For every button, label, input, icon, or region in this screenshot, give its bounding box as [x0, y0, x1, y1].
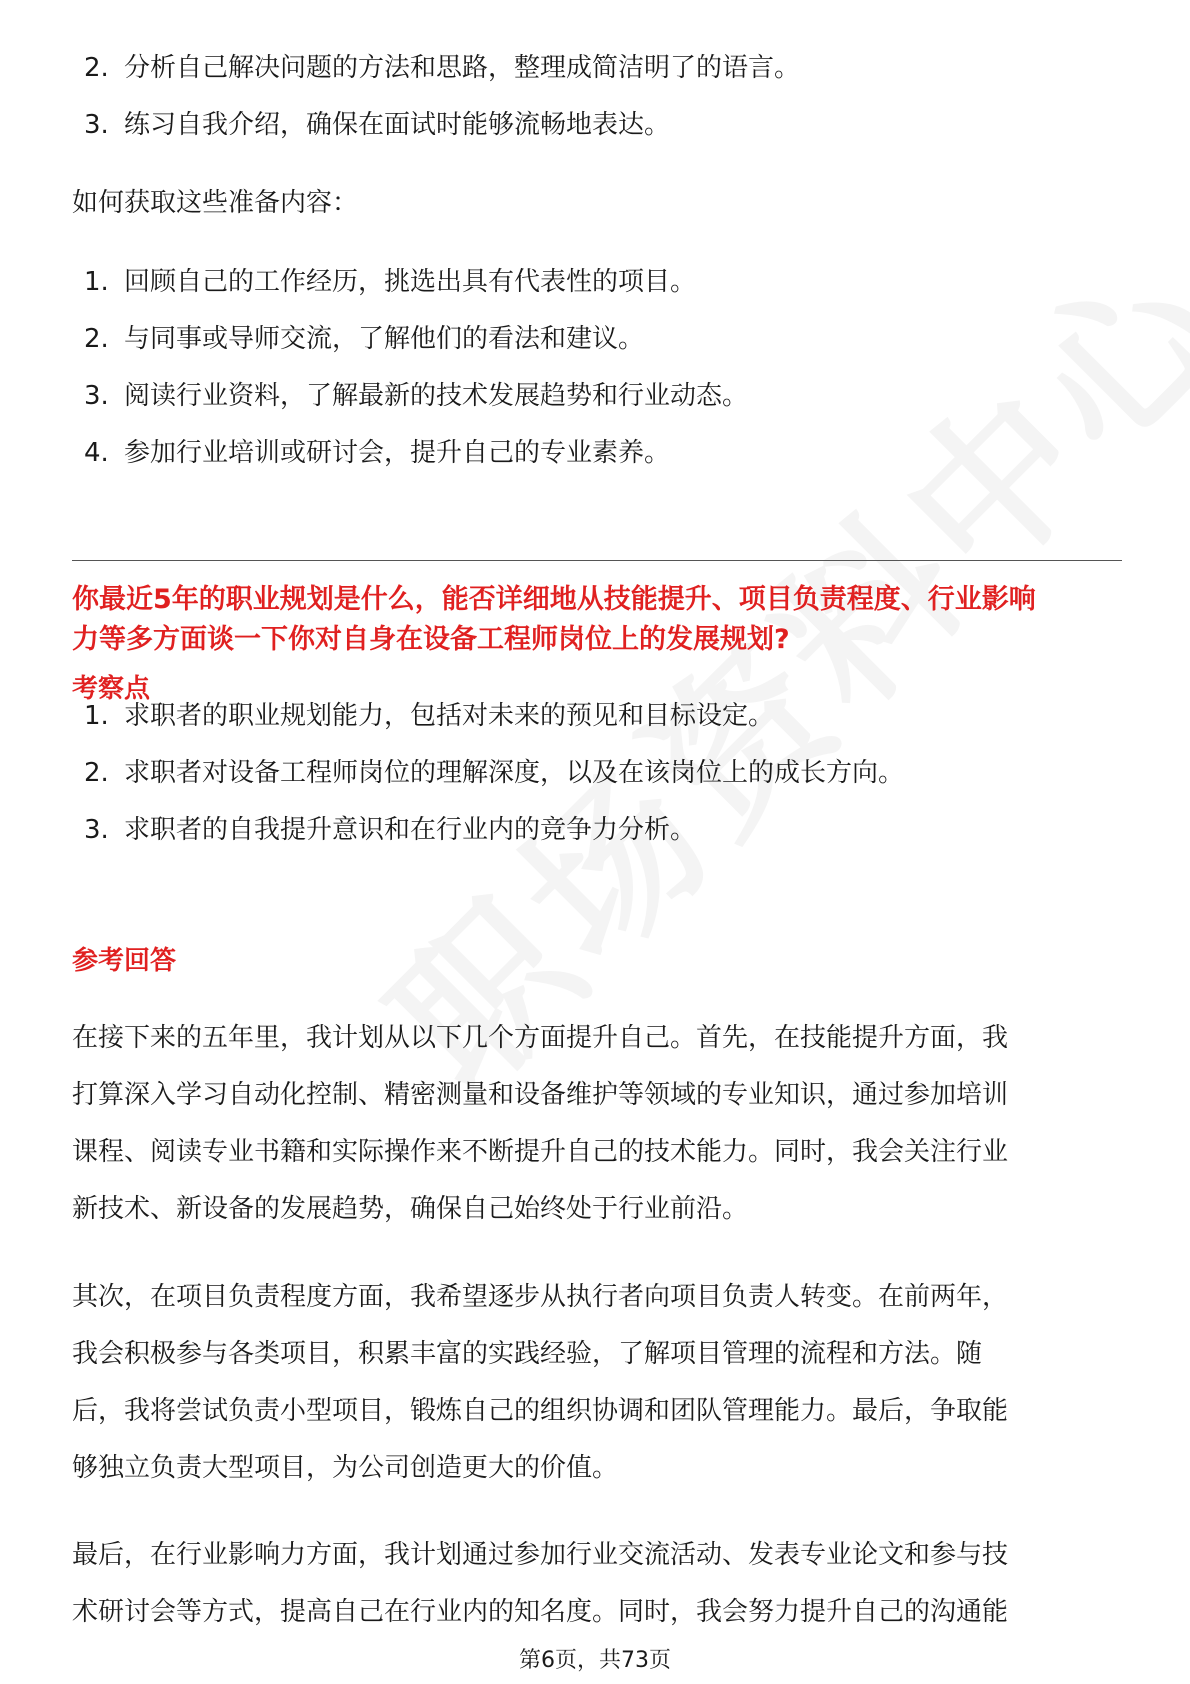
paragraph-line: 课程、阅读专业书籍和实际操作来不断提升自己的技术能力。同时，我会关注行业: [72, 1137, 1009, 1167]
exam-points-title: 考察点: [72, 674, 151, 704]
list-text: 求职者的自我提升意识和在行业内的竞争力分析。: [124, 815, 697, 845]
list-text: 与同事或导师交流，了解他们的看法和建议。: [124, 324, 645, 354]
page-number-footer: 第6页，共73页: [519, 1648, 671, 1673]
question-line: 力等多方面谈一下你对自身在设备工程师岗位上的发展规划?: [72, 624, 790, 655]
list-text: 分析自己解决问题的方法和思路，整理成简洁明了的语言。: [124, 53, 801, 83]
list-number: 2.: [84, 53, 109, 83]
answer-paragraph-skills: [72, 1010, 1120, 1238]
question-line: 你最近5年的职业规划是什么，能否详细地从技能提升、项目负责程度、行业影响: [72, 584, 1036, 615]
list-number: 1.: [84, 267, 109, 297]
paragraph-line: 新技术、新设备的发展趋势，确保自己始终处于行业前沿。: [72, 1194, 749, 1224]
paragraph-line: 其次，在项目负责程度方面，我希望逐步从执行者向项目负责人转变。在前两年，: [72, 1282, 1009, 1312]
section-divider: [72, 560, 1122, 561]
list-number: 4.: [84, 438, 109, 468]
list-number: 2.: [84, 324, 109, 354]
list-text: 参加行业培训或研讨会，提升自己的专业素养。: [124, 438, 671, 468]
paragraph-line: 够独立负责大型项目，为公司创造更大的价值。: [72, 1453, 619, 1483]
answer-paragraph-projects: [72, 1269, 1120, 1497]
list-number: 3.: [84, 110, 109, 140]
reference-answer-title: 参考回答: [72, 946, 177, 976]
paragraph-line: 打算深入学习自动化控制、精密测量和设备维护等领域的专业知识，通过参加培训: [72, 1080, 1009, 1110]
how-to-prepare-label: 如何获取这些准备内容：: [72, 188, 359, 218]
list-number: 1.: [84, 701, 109, 731]
list-text: 求职者对设备工程师岗位的理解深度，以及在该岗位上的成长方向。: [124, 758, 905, 788]
list-number: 3.: [84, 815, 109, 845]
paragraph-line: 在接下来的五年里，我计划从以下几个方面提升自己。首先，在技能提升方面，我: [72, 1023, 1009, 1053]
answer-paragraph-influence: [72, 1527, 1120, 1641]
question-heading: [72, 580, 1132, 660]
paragraph-line: 最后，在行业影响力方面，我计划通过参加行业交流活动、发表专业论文和参与技: [72, 1540, 1009, 1570]
list-text: 求职者的职业规划能力，包括对未来的预见和目标设定。: [124, 701, 775, 731]
paragraph-line: 我会积极参与各类项目，积累丰富的实践经验，了解项目管理的流程和方法。随: [72, 1339, 983, 1369]
list-text: 练习自我介绍，确保在面试时能够流畅地表达。: [124, 110, 671, 140]
paragraph-line: 术研讨会等方式，提高自己在行业内的知名度。同时，我会努力提升自己的沟通能: [72, 1597, 1009, 1627]
list-number: 2.: [84, 758, 109, 788]
list-text: 阅读行业资料，了解最新的技术发展趋势和行业动态。: [124, 381, 749, 411]
list-number: 3.: [84, 381, 109, 411]
list-text: 回顾自己的工作经历，挑选出具有代表性的项目。: [124, 267, 697, 297]
paragraph-line: 后，我将尝试负责小型项目，锻炼自己的组织协调和团队管理能力。最后，争取能: [72, 1396, 1009, 1426]
